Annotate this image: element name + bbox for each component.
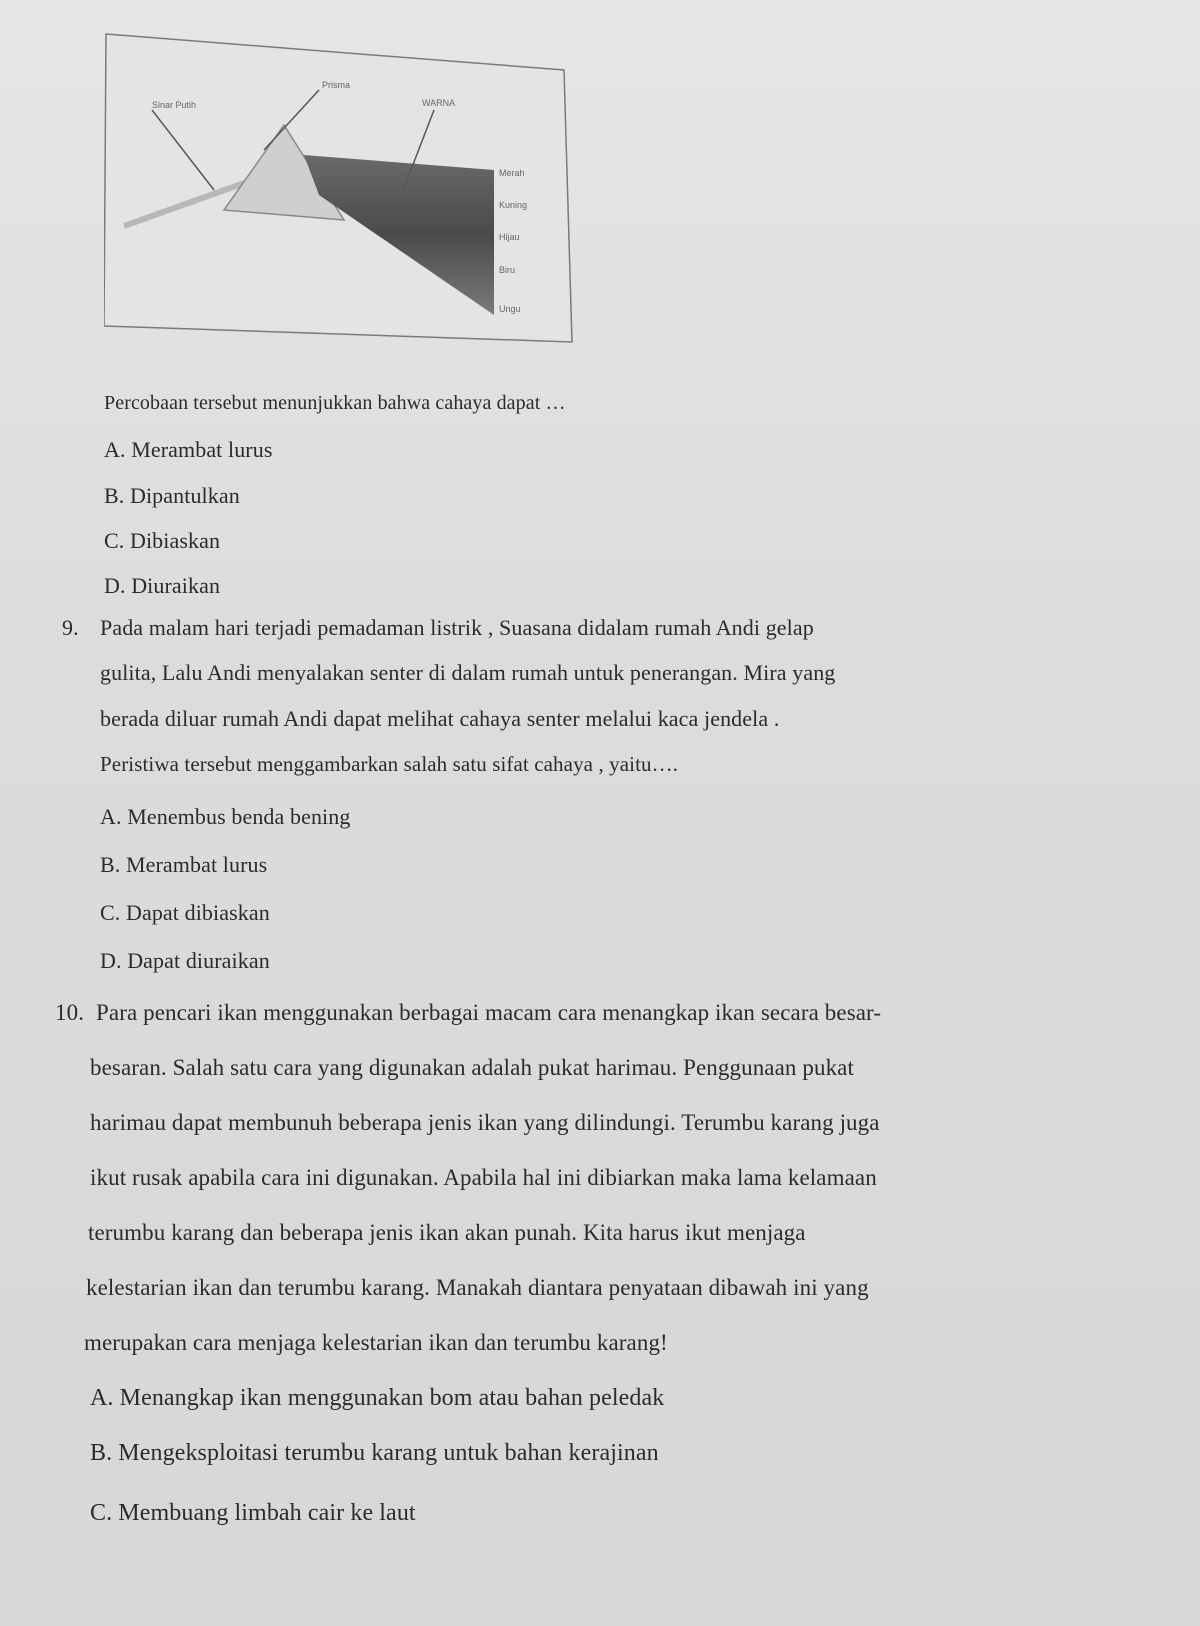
q10-line-4: ikut rusak apabila cara ini digunakan. Apabila hal ini dibiarkan maka lama kelamaan	[90, 1165, 877, 1190]
q10-option-b: B. Mengeksploitasi terumbu karang untuk bahan kerajinan	[90, 1440, 659, 1466]
prism-figure	[104, 30, 589, 350]
q9-number: 9.	[62, 615, 79, 640]
q8-option-a: A. Merambat lurus	[104, 437, 273, 462]
q10-line-3: harimau dapat membunuh beberapa jenis ikan yang dilindungi. Terumbu karang juga	[90, 1110, 880, 1135]
prism-diagram	[104, 30, 589, 350]
q9-line-4: Peristiwa tersebut menggambarkan salah satu sifat cahaya , yaitu….	[100, 752, 679, 776]
q8-question: Percobaan tersebut menunjukkan bahwa cahaya dapat …	[104, 392, 566, 414]
q8-option-b: B. Dipantulkan	[104, 483, 240, 508]
q10-line-5: terumbu karang dan beberapa jenis ikan akan punah. Kita harus ikut menjaga	[88, 1220, 806, 1245]
label-merah: Merah	[499, 168, 525, 178]
q9-line-3: berada diluar rumah Andi dapat melihat cahaya senter melalui kaca jendela .	[100, 706, 780, 731]
q9-option-b: B. Merambat lurus	[100, 852, 268, 877]
label-kuning: Kuning	[499, 200, 528, 210]
q9-option-d: D. Dapat diuraikan	[100, 948, 270, 973]
q10-line-6: kelestarian ikan dan terumbu karang. Manakah diantara penyataan dibawah ini yang	[86, 1275, 869, 1300]
label-biru: Biru	[499, 265, 516, 275]
q10-line-1: Para pencari ikan menggunakan berbagai macam cara menangkap ikan secara besar-	[96, 1000, 882, 1025]
q9-line-2: gulita, Lalu Andi menyalakan senter di dalam rumah untuk penerangan. Mira yang	[100, 660, 836, 685]
q10-line-7: merupakan cara menjaga kelestarian ikan dan terumbu karang!	[84, 1330, 668, 1355]
q9-option-c: C. Dapat dibiaskan	[100, 900, 270, 925]
q8-option-c: C. Dibiaskan	[104, 528, 221, 553]
label-prisma: Prisma	[322, 80, 351, 90]
label-warna: WARNA	[422, 98, 456, 108]
q8-option-d: D. Diuraikan	[104, 573, 221, 598]
label-sinar-putih: Sinar Putih	[152, 100, 197, 110]
q10-line-2: besaran. Salah satu cara yang digunakan adalah pukat harimau. Penggunaan pukat	[90, 1055, 854, 1080]
label-ungu: Ungu	[499, 304, 521, 314]
q10-option-c: C. Membuang limbah cair ke laut	[90, 1500, 416, 1526]
q10-number: 10.	[55, 1000, 85, 1025]
label-hijau: Hijau	[499, 232, 520, 242]
q9-option-a: A. Menembus benda bening	[100, 804, 351, 829]
q10-option-a: A. Menangkap ikan menggunakan bom atau bahan peledak	[90, 1385, 665, 1411]
q9-line-1: Pada malam hari terjadi pemadaman listrik , Suasana didalam rumah Andi gelap	[100, 615, 814, 640]
